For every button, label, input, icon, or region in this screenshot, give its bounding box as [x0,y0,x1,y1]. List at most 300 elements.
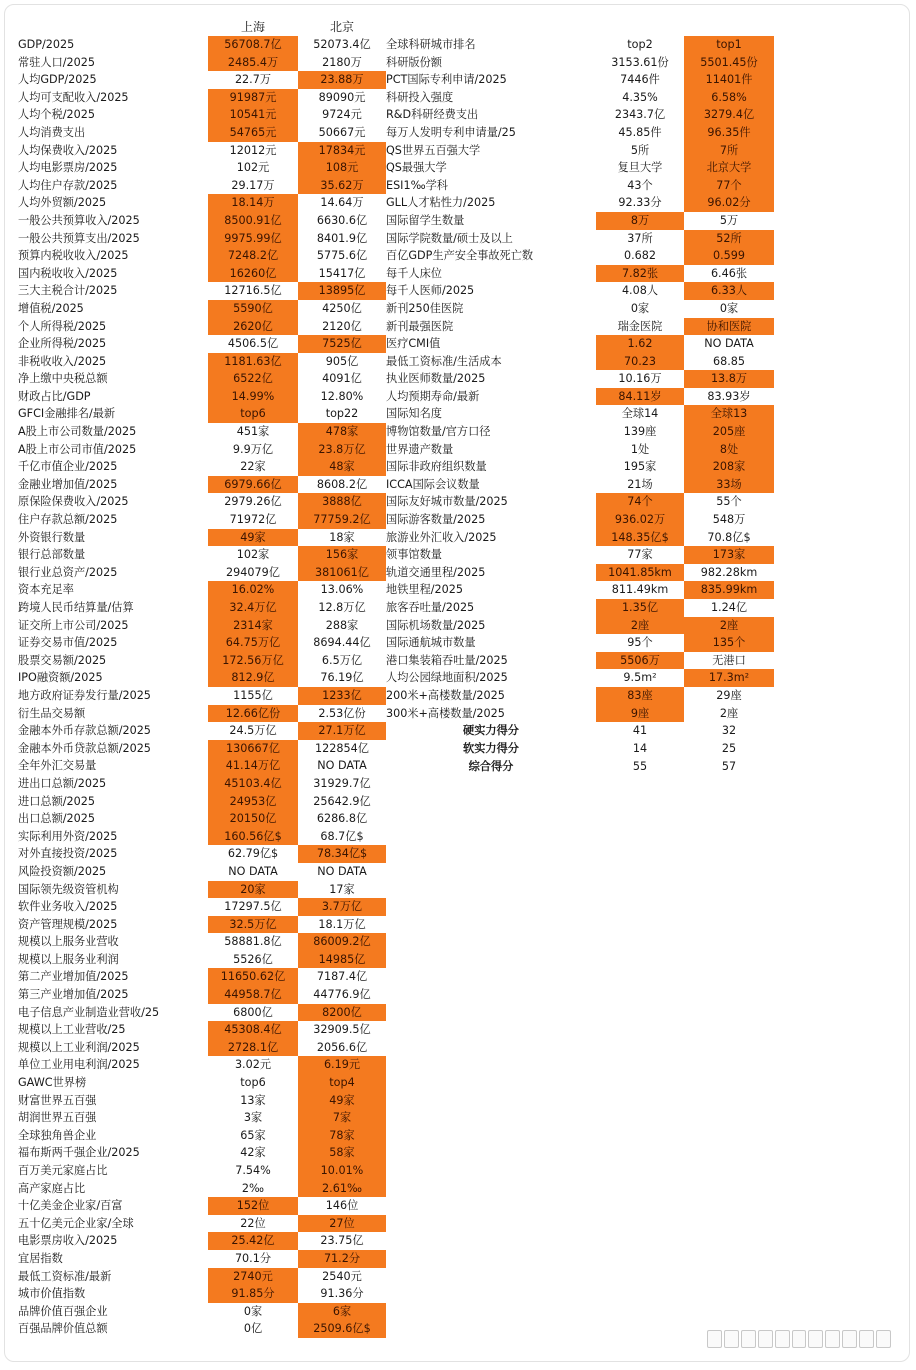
shanghai-value: 8万 [596,212,684,230]
beijing-value: 14985亿 [298,951,386,969]
shanghai-value: 6522亿 [208,370,298,388]
shanghai-value: 3153.61份 [611,55,669,69]
row-label: 胡润世界五百强 [18,1111,97,1125]
shanghai-value: 0亿 [243,1322,263,1336]
table-row [0,581,916,599]
row-label: 资产管理规模/2025 [18,917,118,931]
table-row [0,282,916,300]
table-row [0,194,916,212]
shanghai-value: 0.682 [623,249,657,263]
shanghai-value: 45103.4亿 [208,775,298,793]
row-label: 国际学院数量/硕士及以上 [386,231,513,245]
beijing-value: 68.85 [712,354,746,368]
row-label: 证交所上市公司/2025 [18,618,129,632]
toolbar-segment [808,1330,823,1348]
beijing-value: 83.93岁 [707,389,751,403]
beijing-value: 2120亿 [322,319,362,333]
shanghai-value: 44958.7亿 [208,986,298,1004]
beijing-value: 8200亿 [298,1004,386,1022]
table-row [0,722,916,740]
row-label: 净上缴中央税总额 [18,372,108,386]
beijing-value: 71.2分 [298,1250,386,1268]
shanghai-value: 812.9亿 [208,669,298,687]
shanghai-value: 6979.66亿 [208,476,298,494]
toolbar-segment [825,1330,840,1348]
shanghai-value: 24953亿 [208,793,298,811]
beijing-value: 6.5万亿 [321,653,363,667]
shanghai-value: 195家 [623,460,657,474]
shanghai-value: 6800亿 [233,1005,273,1019]
beijing-value: 58家 [298,1144,386,1162]
row-label: 出口总额/2025 [18,812,95,826]
shanghai-value: 1041.85km [596,564,684,582]
table-row [0,968,400,986]
row-label: GFCI金融排名/最新 [18,407,116,421]
shanghai-value: 58881.8亿 [224,935,282,949]
row-label: 300米+高楼数量/2025 [386,706,505,720]
table-row [0,687,916,705]
row-label: GAWC世界榜 [18,1076,87,1090]
shanghai-value: top2 [627,38,653,51]
shanghai-value: 65家 [240,1128,266,1142]
beijing-value: top4 [298,1074,386,1092]
beijing-value: top22 [325,407,359,421]
shanghai-value: 全球14 [621,407,659,421]
beijing-value: 1.24亿 [710,601,748,614]
beijing-value: top1 [684,36,774,54]
beijing-value: 905亿 [325,354,359,368]
row-label: 百万美元家庭占比 [18,1164,108,1177]
table-row [0,1320,400,1338]
shanghai-value: 13家 [240,1093,266,1107]
beijing-value: 5501.45份 [684,54,774,72]
table-row [0,36,916,54]
beijing-value: NO DATA [704,337,754,351]
shanghai-value: 9座 [596,705,684,723]
row-label: 硬实力得分 [463,724,519,738]
beijing-value: 27位 [298,1215,386,1233]
table-row [0,511,916,529]
shanghai-value: 54765元 [208,124,298,142]
row-label: 国际知名度 [386,407,442,421]
shanghai-value: 0家 [243,1304,263,1318]
shanghai-value: 18.14万 [208,194,298,212]
shanghai-value: 102元 [236,161,270,175]
beijing-value: 协和医院 [684,318,774,336]
beijing-value: 13.8万 [684,370,774,388]
shanghai-value: NO DATA [228,864,278,878]
table-row [0,933,400,951]
table-row [0,476,916,494]
row-label: 人均住户存款/2025 [18,178,118,192]
beijing-value: 全球13 [684,405,774,423]
beijing-value: 13.06% [320,583,364,597]
table-row [0,529,916,547]
beijing-value: 11401件 [684,71,774,89]
row-label: 规模以上服务业营收 [18,935,119,949]
shanghai-value: 95个 [627,636,653,650]
row-label: 新刊最强医院 [386,319,454,333]
table-row [0,1056,400,1074]
row-label: 对外直接投资/2025 [18,847,118,861]
shanghai-value: 0家 [630,301,650,315]
shanghai-value: 172.56万亿 [208,652,298,670]
row-label: 最低工资标准/最新 [18,1269,112,1283]
row-label: 百亿GDP生产安全事故死亡数 [386,249,534,263]
beijing-value: 48家 [298,458,386,476]
table-row [0,1215,400,1233]
beijing-value: 77个 [684,177,774,195]
shanghai-value: 9.5m² [623,671,657,685]
shanghai-value: 1181.63亿 [208,353,298,371]
shanghai-value: 4.08人 [621,284,659,298]
row-label: 200米+高楼数量/2025 [386,688,505,702]
beijing-value: 12.80% [320,389,364,403]
beijing-value: 13895亿 [298,282,386,300]
table-row [0,300,916,318]
table-row [0,1021,400,1039]
row-label: 国际友好城市数量/2025 [386,495,508,509]
shanghai-value: 2343.7亿 [614,108,666,122]
beijing-value: 25 [721,741,737,755]
row-label: 第二产业增加值/2025 [18,970,129,984]
table-row [0,405,916,423]
row-label: 增值税/2025 [18,301,84,315]
table-row [0,669,916,687]
table-row [0,916,400,934]
table-row [0,810,400,828]
table-row [0,71,916,89]
table-row [0,546,916,564]
shanghai-value: 8500.91亿 [208,212,298,230]
beijing-value: 27.1万亿 [298,722,386,740]
beijing-value: 68.7亿$ [320,829,364,843]
shanghai-value: 11650.62亿 [208,968,298,986]
beijing-value: 2056.6亿 [316,1040,368,1054]
beijing-value: 835.99km [684,581,774,599]
shanghai-value: 12012元 [229,143,277,157]
row-label: 人均保费收入/2025 [18,143,118,157]
shanghai-value: 5526亿 [233,952,273,966]
beijing-value: 89090元 [318,90,366,104]
beijing-value: 70.8亿$ [707,530,751,544]
beijing-value: 15417亿 [318,266,366,280]
shanghai-value: 16.02% [208,581,298,599]
beijing-value: 3.7万亿 [298,898,386,916]
row-label: 全球科研城市排名 [386,38,476,51]
row-label: 科研投入强度 [386,90,454,104]
row-label: 福布斯两千强企业/2025 [18,1146,140,1160]
row-label: A股上市公司市值/2025 [18,442,137,456]
beijing-value: 2.53亿份 [318,706,366,720]
beijing-value: 77759.2亿 [298,511,386,529]
row-label: 电影票房收入/2025 [18,1234,118,1248]
row-label: 城市价值指数 [18,1287,86,1301]
row-label: GLL人才粘性力/2025 [386,196,496,210]
beijing-value: 17.3m² [684,669,774,687]
beijing-value: 76.19亿 [320,671,364,685]
header-beijing: 北京 [329,20,354,34]
row-label: 资本充足率 [18,583,74,597]
shanghai-value: 21场 [627,477,653,491]
row-label: 财政占比/GDP [18,389,91,403]
beijing-value: 208家 [684,458,774,476]
row-label: PCT国际专利申请/2025 [386,73,507,87]
shanghai-value: 瑞金医院 [617,319,663,333]
beijing-value: 2.61‰ [298,1180,386,1198]
beijing-value: 3279.4亿 [684,106,774,124]
table-row [0,353,916,371]
table-row [0,1285,400,1303]
row-label: 证券交易市值/2025 [18,636,118,650]
beijing-value: 2座 [684,617,774,635]
row-label: 住户存款总额/2025 [18,513,118,527]
row-label: 人均可支配收入/2025 [18,90,129,104]
beijing-value: 8608.2亿 [316,477,368,491]
row-label: 单位工业用电利润/2025 [18,1058,140,1072]
table-row [0,335,916,353]
beijing-value: 4250亿 [322,301,362,315]
row-label: IPO融资额/2025 [18,671,103,685]
table-row [0,493,916,511]
row-label: 企业所得税/2025 [18,337,107,351]
shanghai-value: 2620亿 [208,318,298,336]
table-row [0,1180,400,1198]
shanghai-value: 45.85件 [618,125,662,139]
row-label: 人均外贸额/2025 [18,196,107,210]
shanghai-value: 102家 [236,548,270,562]
shanghai-value: 4506.5亿 [227,337,279,351]
shanghai-value: 3家 [243,1111,263,1125]
table-row [0,1303,400,1321]
table-row [0,634,916,652]
toolbar-segment [842,1330,857,1348]
shanghai-value: 2728.1亿 [208,1039,298,1057]
shanghai-value: 7.54% [235,1164,271,1177]
row-label: 港口集装箱吞吐量/2025 [386,653,508,667]
shanghai-value: 77家 [627,548,653,562]
row-label: 轨道交通里程/2025 [386,565,486,579]
row-label: 非税收收入/2025 [18,354,107,368]
row-label: 国际领先级资管机构 [18,882,119,896]
beijing-value: 49家 [298,1092,386,1110]
table-row [0,863,400,881]
beijing-value: 52所 [684,230,774,248]
table-row [0,845,400,863]
row-label: 地铁里程/2025 [386,583,463,597]
shanghai-value: 37所 [627,231,653,245]
beijing-value: 122854亿 [315,741,369,755]
beijing-value: 2509.6亿$ [298,1320,386,1338]
row-label: 银行总部数量 [18,548,86,562]
shanghai-value: 139座 [623,425,657,439]
table-row [0,230,916,248]
beijing-value: 86009.2亿 [298,933,386,951]
row-label: ICCA国际会议数量 [386,477,480,491]
table-row [0,1074,400,1092]
beijing-value: 1233亿 [298,687,386,705]
shanghai-value: 3.02元 [234,1058,272,1072]
table-row [0,617,916,635]
table-row [0,1250,400,1268]
row-label: 规模以上工业利润/2025 [18,1040,140,1054]
shanghai-value: 811.49km [611,583,669,597]
beijing-value: 478家 [298,423,386,441]
row-label: 实际利用外资/2025 [18,829,118,843]
row-label: A股上市公司数量/2025 [18,425,137,439]
toolbar-segment [741,1330,756,1348]
table-row [0,159,916,177]
shanghai-value: 29.17万 [231,178,275,192]
shanghai-value: 32.5万亿 [208,916,298,934]
row-label: 宜居指数 [18,1251,63,1265]
row-label: 常驻人口/2025 [18,55,95,69]
table-row [0,265,916,283]
row-label: 十亿美金企业家/百富 [18,1199,123,1213]
shanghai-value: 91987元 [208,89,298,107]
shanghai-value: 22家 [240,460,266,474]
beijing-value: 14.64万 [320,196,364,210]
shanghai-value: 1处 [630,442,650,456]
row-label: 全年外汇交易量 [18,759,97,773]
table-row [0,441,916,459]
beijing-value: 无港口 [712,653,746,667]
table-row [0,986,400,1004]
row-label: 每千人床位 [386,266,442,280]
beijing-value: 96.35件 [684,124,774,142]
shanghai-value: 74个 [596,493,684,511]
shanghai-value: 14.99% [208,388,298,406]
beijing-value: 288家 [325,618,359,632]
shanghai-value: 7248.2亿 [208,247,298,265]
beijing-value: 4091亿 [322,372,362,386]
row-label: 高产家庭占比 [18,1181,86,1195]
beijing-value: 5775.6亿 [316,249,368,263]
beijing-value: 0家 [719,301,739,315]
beijing-value: 381061亿 [298,564,386,582]
bottom-toolbar [706,1330,892,1348]
row-label: 五十亿美元企业家/全球 [18,1216,134,1230]
row-label: 执业医师数量/2025 [386,372,486,386]
beijing-value: 2540元 [322,1269,362,1283]
row-label: 领事馆数量 [386,548,442,562]
shanghai-value: 25.42亿 [208,1232,298,1250]
shanghai-value: 83座 [596,687,684,705]
shanghai-value: 55 [632,759,648,773]
beijing-value: 548万 [712,513,746,527]
beijing-value: 78.34亿$ [298,845,386,863]
row-label: 电子信息产业制造业营收/25 [18,1005,160,1019]
beijing-value: 32909.5亿 [313,1023,371,1037]
shanghai-value: 7.82张 [596,265,684,283]
table-row [0,1232,400,1250]
toolbar-segment [876,1330,891,1348]
row-label: 新刊250佳医院 [386,301,464,315]
row-label: 人均预期寿命/最新 [386,389,480,403]
shanghai-value: 20150亿 [208,810,298,828]
beijing-value: 17834元 [298,142,386,160]
table-row [0,318,916,336]
row-label: 科研版份额 [386,55,442,69]
toolbar-segment [758,1330,773,1348]
shanghai-value: 22位 [240,1216,266,1230]
shanghai-value: 152位 [208,1197,298,1215]
shanghai-value: 71972亿 [229,513,277,527]
row-label: 三大主税合计/2025 [18,284,118,298]
shanghai-value: 84.11岁 [596,388,684,406]
shanghai-value: 294079亿 [226,565,280,579]
row-label: 规模以上服务业利润 [18,952,119,966]
beijing-value: 33场 [684,476,774,494]
beijing-value: 10.01% [298,1162,386,1180]
shanghai-value: 49家 [208,529,298,547]
shanghai-value: 7446件 [620,73,660,87]
summary-score-table [0,722,916,775]
beijing-value: 6286.8亿 [316,812,368,826]
right-comparison-table [0,36,916,722]
toolbar-segment [792,1330,807,1348]
beijing-value: 23.75亿 [320,1234,364,1248]
table-row [0,1197,400,1215]
beijing-value: 205座 [684,423,774,441]
table-row [0,177,916,195]
row-label: 金融本外币存款总额/2025 [18,724,151,738]
beijing-value: NO DATA [317,864,367,878]
table-row [0,775,400,793]
header-shanghai: 上海 [240,20,265,34]
table-row [0,705,916,723]
beijing-value: 55个 [716,495,742,509]
row-label: R&D科研经费支出 [386,108,479,122]
row-label: 衍生品交易额 [18,706,86,720]
beijing-value: 6.19元 [298,1056,386,1074]
row-label: 每千人医师/2025 [386,284,475,298]
beijing-value: 北京大学 [684,159,774,177]
table-row [0,212,916,230]
row-label: 个人所得税/2025 [18,319,107,333]
table-row [0,1127,400,1145]
row-label: 进出口总额/2025 [18,776,107,790]
beijing-value: 17家 [329,882,355,896]
shanghai-value: 9975.99亿 [208,230,298,248]
beijing-value: 6家 [298,1303,386,1321]
shanghai-value: 20家 [208,881,298,899]
shanghai-value: 2座 [596,617,684,635]
table-row [0,793,400,811]
shanghai-value: 5590亿 [208,300,298,318]
shanghai-value: 2‰ [241,1181,265,1195]
shanghai-value: top6 [208,405,298,423]
row-label: 最低工资标准/生活成本 [386,354,502,368]
beijing-value: 6.46张 [710,266,748,280]
row-label: 旅游业外汇收入/2025 [386,530,497,544]
shanghai-value: 2740元 [208,1268,298,1286]
beijing-value: 6.58% [684,89,774,107]
row-label: 第三产业增加值/2025 [18,988,129,1002]
shanghai-value: 91.85分 [208,1285,298,1303]
beijing-value: 35.62万 [298,177,386,195]
beijing-value: 57 [721,759,737,773]
table-row [0,247,916,265]
row-label: 风险投资额/2025 [18,864,107,878]
shanghai-value: top6 [240,1076,266,1090]
row-label: 预算内税收收入/2025 [18,249,129,263]
beijing-value: 5万 [719,213,739,227]
row-label: 软件业务收入/2025 [18,900,118,914]
beijing-value: 44776.9亿 [313,988,371,1002]
table-row [0,1268,400,1286]
shanghai-value: 43个 [627,178,653,192]
